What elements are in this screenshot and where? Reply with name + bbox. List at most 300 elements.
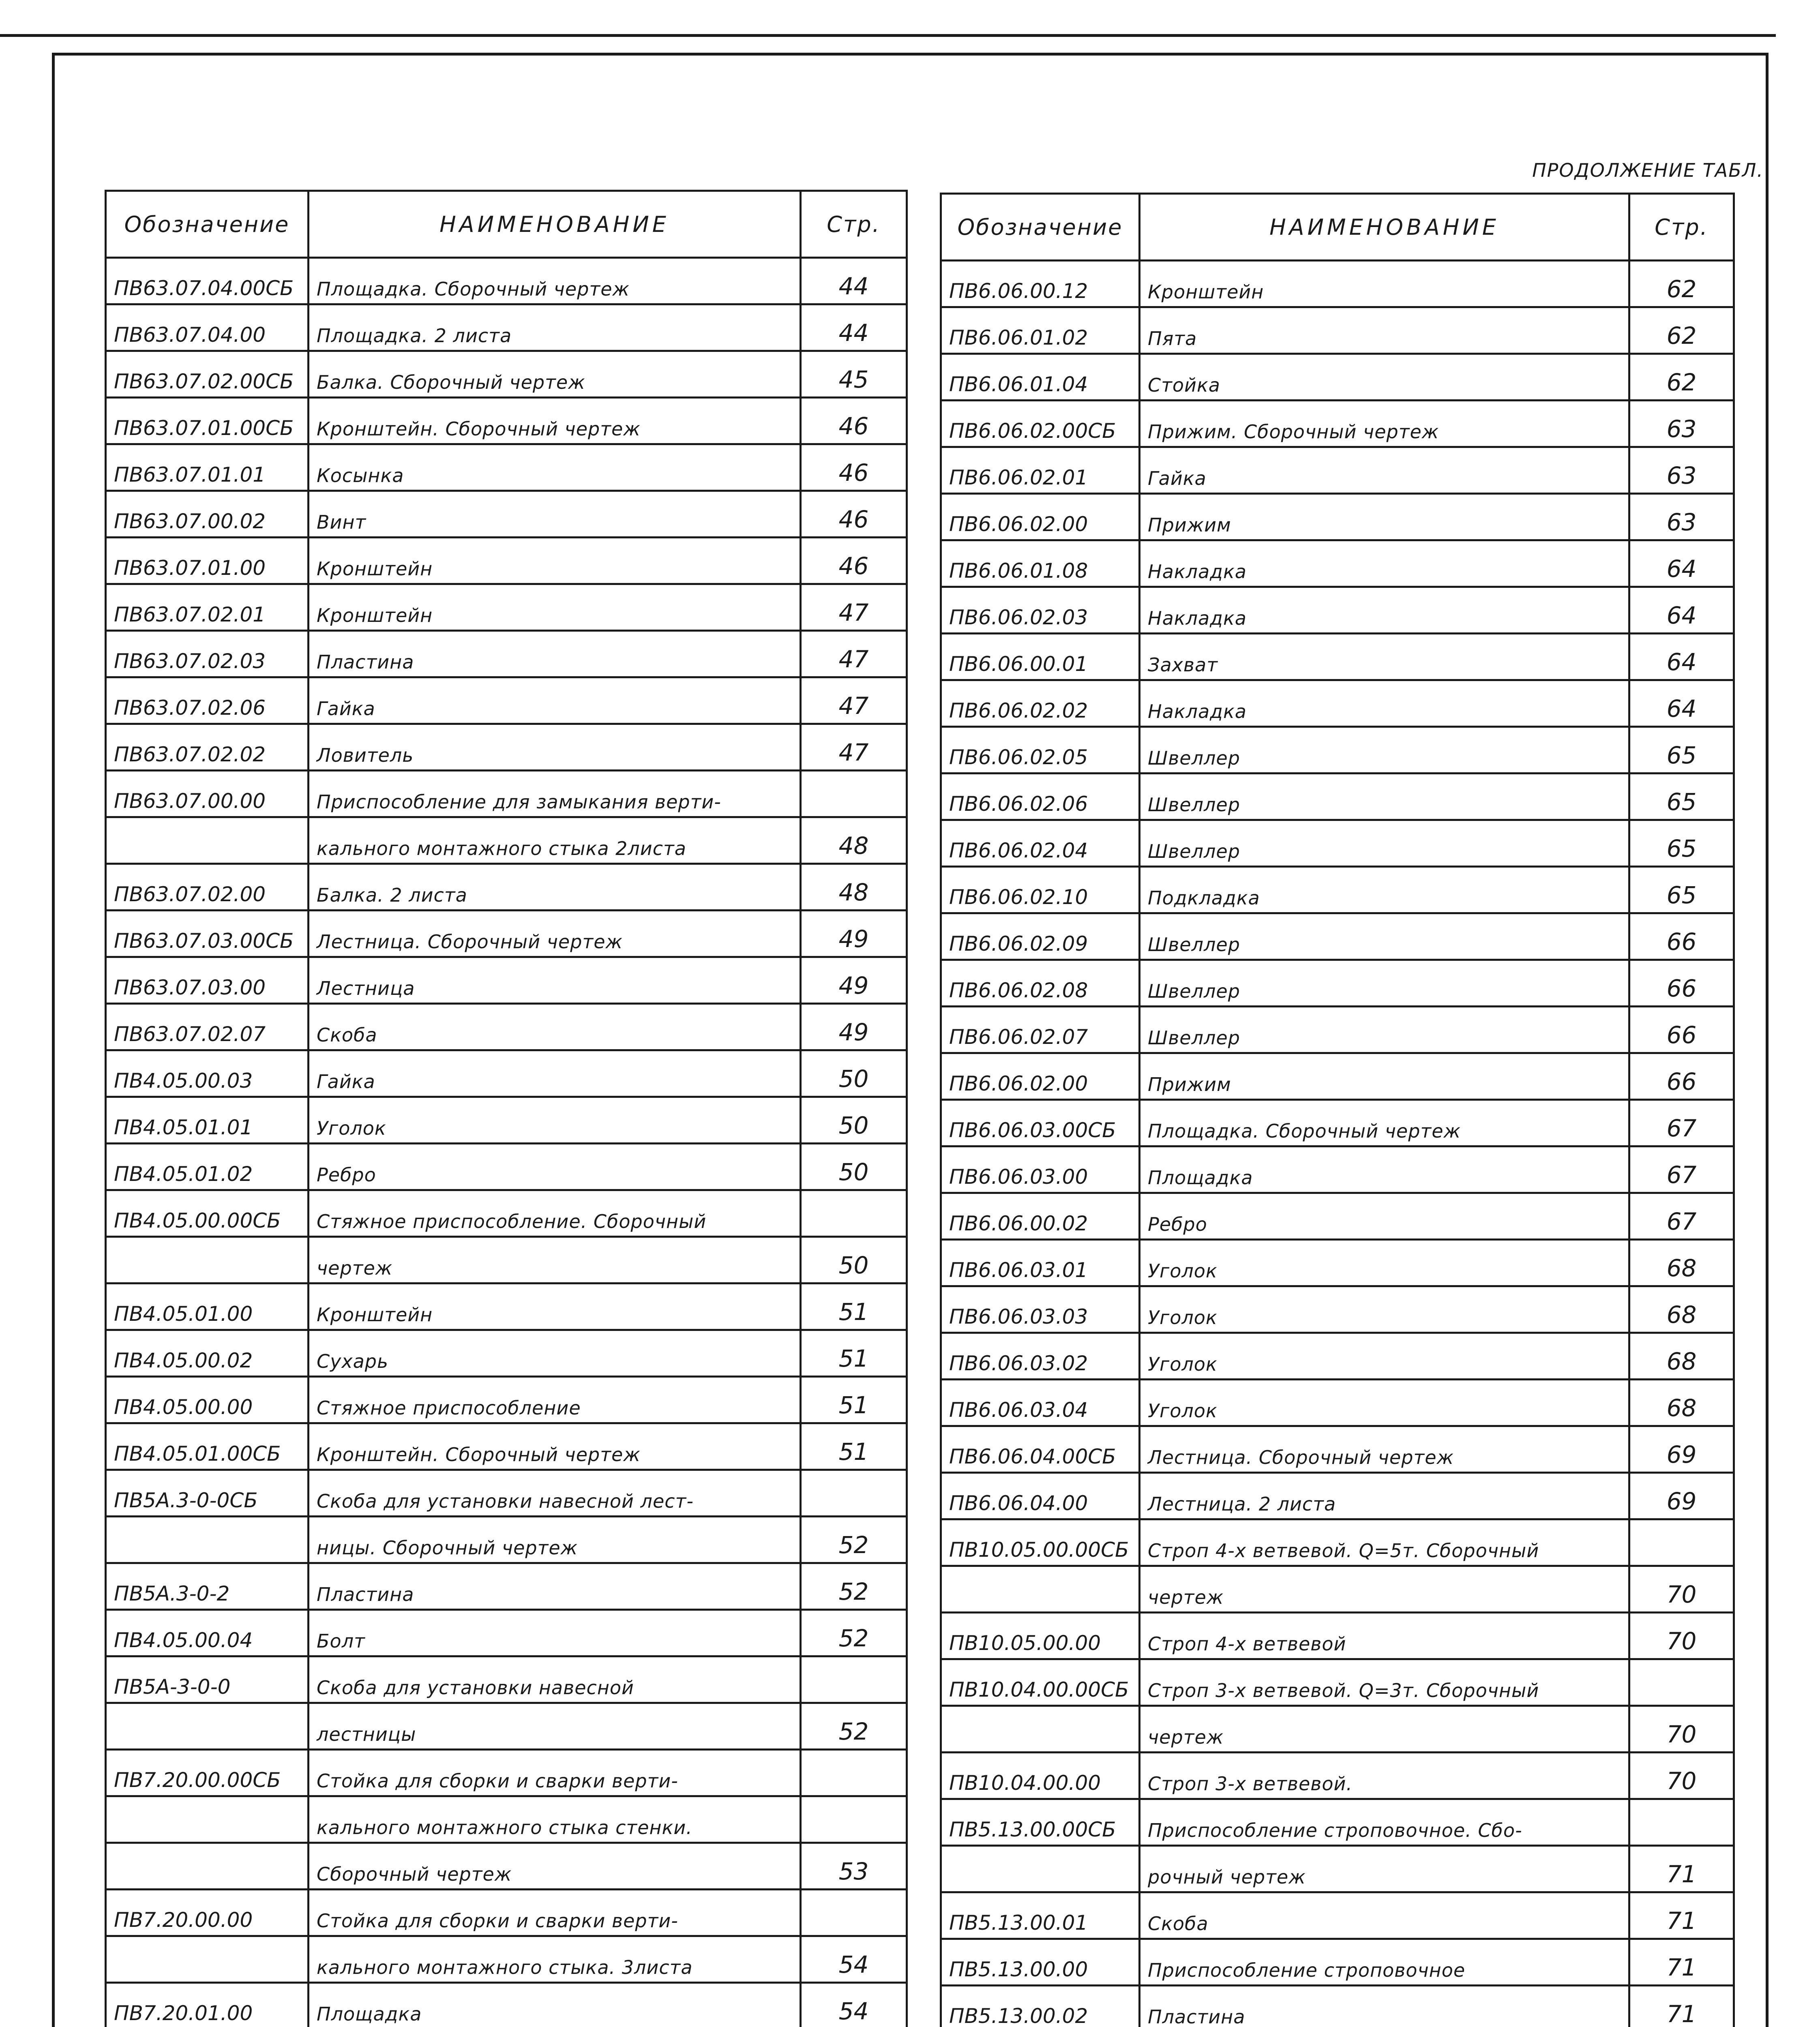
cell-page: 69: [1629, 1426, 1734, 1473]
cell-name: Гайка: [309, 677, 801, 724]
cell-name: Кронштейн. Сборочный чертеж: [309, 1423, 801, 1470]
cell-designation: ПВ63.07.03.00СБ: [106, 911, 309, 957]
table-row: [941, 1846, 1734, 1892]
table-row: [941, 1007, 1734, 1053]
cell-designation: [106, 817, 309, 864]
cell-page: 64: [1629, 587, 1734, 634]
cell-name: кального монтажного стыка 2листа: [309, 817, 801, 864]
table-row: [106, 1423, 907, 1470]
cell-name: Строп 4-х ветвевой: [1140, 1613, 1629, 1659]
cell-page: 68: [1629, 1333, 1734, 1380]
cell-designation: ПВ4.05.00.03: [106, 1050, 309, 1097]
table-row: [106, 1890, 907, 1936]
cell-designation: ПВ6.06.02.03: [941, 587, 1140, 634]
cell-name: Швеллер: [1140, 913, 1629, 960]
table-row: [941, 1053, 1734, 1100]
table-row: [941, 540, 1734, 587]
cell-designation: ПВ63.07.02.06: [106, 677, 309, 724]
cell-name: Уголок: [1140, 1380, 1629, 1426]
cell-designation: ПВ4.05.00.02: [106, 1330, 309, 1377]
table-row: [941, 1706, 1734, 1753]
cell-page: 46: [801, 398, 907, 444]
cell-designation: ПВ63.07.02.01: [106, 584, 309, 631]
cell-designation: ПВ5.13.00.00СБ: [941, 1799, 1140, 1846]
cell-designation: ПВ10.05.00.00СБ: [941, 1519, 1140, 1566]
cell-designation: ПВ4.05.01.01: [106, 1097, 309, 1144]
table-row: [106, 724, 907, 771]
left-register-table: [105, 190, 908, 2027]
cell-designation: ПВ6.06.03.02: [941, 1333, 1140, 1380]
cell-name: Кронштейн: [309, 584, 801, 631]
cell-page: 52: [801, 1703, 907, 1750]
cell-page: 49: [801, 1004, 907, 1050]
cell-designation: ПВ5А-3-0-0: [106, 1656, 309, 1703]
cell-name: Гайка: [1140, 447, 1629, 494]
cell-designation: [106, 1517, 309, 1563]
cell-designation: ПВ6.06.01.02: [941, 307, 1140, 354]
cell-page: 68: [1629, 1240, 1734, 1286]
cell-name: Пластина: [309, 631, 801, 677]
table-row: [941, 1100, 1734, 1146]
cell-name: Скоба: [1140, 1892, 1629, 1939]
table-row: [106, 957, 907, 1004]
cell-name: Строп 3-х ветвевой.: [1140, 1753, 1629, 1799]
cell-name: Приспособление строповочное: [1140, 1939, 1629, 1986]
cell-name: кального монтажного стыка. 3листа: [309, 1936, 801, 1983]
table-row: [106, 631, 907, 677]
cell-page: 44: [801, 304, 907, 351]
cell-page: 63: [1629, 447, 1734, 494]
cell-page: 49: [801, 957, 907, 1004]
cell-name: Захват: [1140, 634, 1629, 680]
table-header-row: [106, 191, 907, 258]
cell-name: Накладка: [1140, 540, 1629, 587]
cell-page: 62: [1629, 261, 1734, 307]
cell-name: Стяжное приспособление: [309, 1377, 801, 1423]
cell-designation: ПВ6.06.02.00СБ: [941, 401, 1140, 447]
cell-page: 44: [801, 258, 907, 304]
cell-name: Уголок: [1140, 1240, 1629, 1286]
cell-name: Кронштейн. Сборочный чертеж: [309, 398, 801, 444]
continuation-label: ПРОДОЛЖЕНИЕ ТАБЛ.: [1532, 159, 1764, 181]
cell-page: 47: [801, 677, 907, 724]
cell-page: 51: [801, 1423, 907, 1470]
cell-name: Болт: [309, 1610, 801, 1656]
cell-page: 50: [801, 1144, 907, 1190]
cell-name: Площадка: [1140, 1146, 1629, 1193]
cell-designation: ПВ6.06.00.01: [941, 634, 1140, 680]
cell-designation: ПВ63.07.01.00: [106, 538, 309, 584]
cell-page: 68: [1629, 1286, 1734, 1333]
table-row: [106, 1004, 907, 1050]
cell-page: 50: [801, 1097, 907, 1144]
table-row: [106, 1237, 907, 1283]
table-row: [941, 447, 1734, 494]
cell-name: Скоба для установки навесной: [309, 1656, 801, 1703]
cell-designation: ПВ10.05.00.00: [941, 1613, 1140, 1659]
cell-name: Стойка: [1140, 354, 1629, 401]
cell-designation: ПВ6.06.02.10: [941, 867, 1140, 913]
table-row: [941, 1799, 1734, 1846]
cell-name: Сухарь: [309, 1330, 801, 1377]
table-row: [106, 1936, 907, 1983]
cell-page: 65: [1629, 820, 1734, 867]
cell-name: Приспособление для замыкания верти-: [309, 771, 801, 817]
cell-name: Накладка: [1140, 680, 1629, 727]
cell-name: Балка. Сборочный чертеж: [309, 351, 801, 398]
cell-designation: ПВ63.07.01.00СБ: [106, 398, 309, 444]
cell-designation: ПВ6.06.03.03: [941, 1286, 1140, 1333]
cell-page: [1629, 1799, 1734, 1846]
cell-designation: ПВ4.05.01.02: [106, 1144, 309, 1190]
cell-name: Стяжное приспособление. Сборочный: [309, 1190, 801, 1237]
table-row: [941, 494, 1734, 540]
cell-designation: ПВ6.06.03.01: [941, 1240, 1140, 1286]
table-row: [106, 817, 907, 864]
cell-name: Лестница: [309, 957, 801, 1004]
cell-page: 70: [1629, 1706, 1734, 1753]
cell-name: Винт: [309, 491, 801, 538]
cell-designation: ПВ63.07.03.00: [106, 957, 309, 1004]
cell-name: Приспособление строповочное. Сбо-: [1140, 1799, 1629, 1846]
cell-designation: ПВ63.07.01.01: [106, 444, 309, 491]
table-row: [106, 1377, 907, 1423]
table-row: [106, 1330, 907, 1377]
cell-page: 52: [801, 1610, 907, 1656]
cell-page: 50: [801, 1237, 907, 1283]
table-row: [941, 401, 1734, 447]
cell-name: Строп 3-х ветвевой. Q=3т. Сборочный: [1140, 1659, 1629, 1706]
cell-page: [801, 1750, 907, 1796]
cell-designation: [106, 1796, 309, 1843]
column-header-name: НАИМЕНОВАНИЕ: [309, 191, 801, 258]
cell-designation: ПВ10.04.00.00СБ: [941, 1659, 1140, 1706]
table-row: [106, 1190, 907, 1237]
table-row: [941, 1892, 1734, 1939]
cell-page: 64: [1629, 540, 1734, 587]
table-row: [941, 820, 1734, 867]
table-row: [106, 444, 907, 491]
cell-page: 63: [1629, 401, 1734, 447]
cell-name: Уголок: [1140, 1286, 1629, 1333]
cell-page: 46: [801, 538, 907, 584]
cell-designation: ПВ7.20.01.00: [106, 1983, 309, 2027]
table-row: [941, 1753, 1734, 1799]
table-row: [106, 1983, 907, 2027]
cell-designation: ПВ6.06.03.04: [941, 1380, 1140, 1426]
cell-page: 51: [801, 1330, 907, 1377]
cell-page: 67: [1629, 1193, 1734, 1240]
cell-designation: ПВ6.06.04.00: [941, 1473, 1140, 1519]
cell-page: [801, 771, 907, 817]
cell-name: Ребро: [309, 1144, 801, 1190]
table-row: [106, 1610, 907, 1656]
cell-designation: ПВ6.06.01.04: [941, 354, 1140, 401]
cell-page: 54: [801, 1936, 907, 1983]
cell-designation: ПВ6.06.03.00: [941, 1146, 1140, 1193]
cell-name: Швеллер: [1140, 820, 1629, 867]
cell-name: Подкладка: [1140, 867, 1629, 913]
right-register-table: [940, 193, 1735, 2027]
cell-designation: ПВ6.06.02.06: [941, 774, 1140, 820]
cell-designation: ПВ5А.3-0-0СБ: [106, 1470, 309, 1517]
cell-name: Сборочный чертеж: [309, 1843, 801, 1890]
cell-designation: ПВ6.06.02.01: [941, 447, 1140, 494]
cell-page: 51: [801, 1283, 907, 1330]
cell-designation: ПВ6.06.02.07: [941, 1007, 1140, 1053]
cell-designation: ПВ6.06.02.00: [941, 1053, 1140, 1100]
cell-name: Стойка для сборки и сварки верти-: [309, 1750, 801, 1796]
cell-designation: ПВ7.20.00.00: [106, 1890, 309, 1936]
table-row: [106, 1750, 907, 1796]
cell-page: 71: [1629, 1986, 1734, 2027]
cell-name: Ребро: [1140, 1193, 1629, 1240]
top-rule: [0, 34, 1776, 37]
cell-page: 53: [801, 1843, 907, 1890]
table-row: [106, 1517, 907, 1563]
cell-name: Площадка: [309, 1983, 801, 2027]
cell-page: 65: [1629, 727, 1734, 774]
cell-page: 71: [1629, 1846, 1734, 1892]
cell-designation: ПВ63.07.02.03: [106, 631, 309, 677]
cell-designation: [106, 1703, 309, 1750]
table-row: [106, 1796, 907, 1843]
cell-page: 63: [1629, 494, 1734, 540]
cell-name: Скоба для установки навесной лест-: [309, 1470, 801, 1517]
cell-name: Пластина: [309, 1563, 801, 1610]
column-header-page: Стр.: [801, 191, 907, 258]
cell-designation: ПВ4.05.01.00: [106, 1283, 309, 1330]
table-row: [941, 1613, 1734, 1659]
cell-page: 51: [801, 1377, 907, 1423]
cell-name: Площадка. 2 листа: [309, 304, 801, 351]
table-row: [106, 258, 907, 304]
table-row: [106, 1097, 907, 1144]
cell-designation: ПВ6.06.02.02: [941, 680, 1140, 727]
cell-designation: ПВ4.05.01.00СБ: [106, 1423, 309, 1470]
cell-name: чертеж: [1140, 1706, 1629, 1753]
table-row: [941, 1986, 1734, 2027]
cell-page: [801, 1656, 907, 1703]
cell-designation: ПВ63.07.02.07: [106, 1004, 309, 1050]
cell-name: Косынка: [309, 444, 801, 491]
table-row: [106, 584, 907, 631]
cell-name: Швеллер: [1140, 727, 1629, 774]
column-header-code: Обозначение: [106, 191, 309, 258]
cell-name: Строп 4-х ветвевой. Q=5т. Сборочный: [1140, 1519, 1629, 1566]
table-row: [941, 587, 1734, 634]
cell-page: 47: [801, 584, 907, 631]
cell-page: [1629, 1659, 1734, 1706]
cell-page: 46: [801, 491, 907, 538]
cell-page: [801, 1890, 907, 1936]
cell-page: 52: [801, 1563, 907, 1610]
table-row: [106, 1050, 907, 1097]
table-row: [106, 677, 907, 724]
column-header-name: НАИМЕНОВАНИЕ: [1140, 194, 1629, 261]
cell-page: 48: [801, 817, 907, 864]
cell-page: 66: [1629, 960, 1734, 1007]
column-header-page: Стр.: [1629, 194, 1734, 261]
cell-page: 70: [1629, 1753, 1734, 1799]
table-row: [106, 1470, 907, 1517]
cell-designation: ПВ10.04.00.00: [941, 1753, 1140, 1799]
table-row: [941, 1519, 1734, 1566]
cell-name: Уголок: [1140, 1333, 1629, 1380]
table-row: [941, 680, 1734, 727]
cell-name: Лестница. Сборочный чертеж: [1140, 1426, 1629, 1473]
cell-designation: ПВ4.05.00.00СБ: [106, 1190, 309, 1237]
cell-designation: [106, 1843, 309, 1890]
cell-page: 65: [1629, 774, 1734, 820]
table-row: [106, 1144, 907, 1190]
cell-designation: ПВ63.07.02.00: [106, 864, 309, 911]
cell-page: 46: [801, 444, 907, 491]
table-row: [106, 351, 907, 398]
table-row: [941, 1286, 1734, 1333]
cell-page: 54: [801, 1983, 907, 2027]
table-row: [941, 727, 1734, 774]
cell-name: Кронштейн: [1140, 261, 1629, 307]
cell-designation: [941, 1846, 1140, 1892]
cell-page: 47: [801, 724, 907, 771]
cell-page: 69: [1629, 1473, 1734, 1519]
cell-designation: ПВ63.07.04.00СБ: [106, 258, 309, 304]
table-row: [106, 1703, 907, 1750]
cell-page: [801, 1796, 907, 1843]
cell-designation: [106, 1237, 309, 1283]
table-row: [941, 261, 1734, 307]
table-row: [941, 1333, 1734, 1380]
table-row: [941, 1240, 1734, 1286]
cell-name: Пластина: [1140, 1986, 1629, 2027]
table-row: [106, 491, 907, 538]
cell-designation: ПВ63.07.04.00: [106, 304, 309, 351]
table-row: [106, 1656, 907, 1703]
cell-page: 70: [1629, 1613, 1734, 1659]
cell-name: лестницы: [309, 1703, 801, 1750]
cell-name: Лестница. 2 листа: [1140, 1473, 1629, 1519]
cell-designation: ПВ63.07.00.00: [106, 771, 309, 817]
table-row: [941, 867, 1734, 913]
table-row: [941, 1566, 1734, 1613]
cell-designation: ПВ5А.3-0-2: [106, 1563, 309, 1610]
cell-name: Швеллер: [1140, 774, 1629, 820]
cell-page: 65: [1629, 867, 1734, 913]
cell-page: 68: [1629, 1380, 1734, 1426]
cell-name: чертеж: [1140, 1566, 1629, 1613]
cell-designation: ПВ4.05.00.04: [106, 1610, 309, 1656]
table-row: [106, 911, 907, 957]
cell-designation: ПВ6.06.02.04: [941, 820, 1140, 867]
table-row: [941, 1193, 1734, 1240]
table-row: [106, 398, 907, 444]
cell-designation: ПВ5.13.00.01: [941, 1892, 1140, 1939]
cell-name: Лестница. Сборочный чертеж: [309, 911, 801, 957]
table-row: [106, 1843, 907, 1890]
cell-page: 67: [1629, 1146, 1734, 1193]
cell-page: 47: [801, 631, 907, 677]
cell-name: Накладка: [1140, 587, 1629, 634]
cell-designation: ПВ63.07.00.02: [106, 491, 309, 538]
table-row: [941, 1426, 1734, 1473]
table-row: [941, 1473, 1734, 1519]
cell-page: 50: [801, 1050, 907, 1097]
table-header-row: [941, 194, 1734, 261]
table-row: [106, 864, 907, 911]
cell-page: 67: [1629, 1100, 1734, 1146]
cell-designation: ПВ6.06.03.00СБ: [941, 1100, 1140, 1146]
cell-designation: ПВ6.06.01.08: [941, 540, 1140, 587]
cell-name: чертеж: [309, 1237, 801, 1283]
cell-designation: ПВ6.06.02.08: [941, 960, 1140, 1007]
cell-page: 70: [1629, 1566, 1734, 1613]
cell-designation: ПВ6.06.00.12: [941, 261, 1140, 307]
column-header-code: Обозначение: [941, 194, 1140, 261]
cell-designation: ПВ6.06.02.00: [941, 494, 1140, 540]
cell-name: Кронштейн: [309, 538, 801, 584]
cell-designation: ПВ6.06.04.00СБ: [941, 1426, 1140, 1473]
cell-page: [801, 1190, 907, 1237]
cell-designation: ПВ6.06.02.05: [941, 727, 1140, 774]
table-row: [941, 1939, 1734, 1986]
cell-page: 45: [801, 351, 907, 398]
cell-page: [801, 1470, 907, 1517]
cell-page: 66: [1629, 913, 1734, 960]
table-row: [106, 304, 907, 351]
cell-page: 52: [801, 1517, 907, 1563]
table-row: [941, 307, 1734, 354]
cell-page: 62: [1629, 307, 1734, 354]
cell-name: Кронштейн: [309, 1283, 801, 1330]
cell-page: 71: [1629, 1939, 1734, 1986]
cell-page: 64: [1629, 634, 1734, 680]
cell-name: Стойка для сборки и сварки верти-: [309, 1890, 801, 1936]
table-row: [941, 1380, 1734, 1426]
cell-designation: ПВ6.06.02.09: [941, 913, 1140, 960]
cell-designation: [941, 1566, 1140, 1613]
cell-name: Площадка. Сборочный чертеж: [1140, 1100, 1629, 1146]
cell-designation: ПВ5.13.00.02: [941, 1986, 1140, 2027]
table-row: [941, 354, 1734, 401]
cell-name: Швеллер: [1140, 1007, 1629, 1053]
cell-designation: ПВ4.05.00.00: [106, 1377, 309, 1423]
cell-page: 66: [1629, 1007, 1734, 1053]
cell-name: ницы. Сборочный чертеж: [309, 1517, 801, 1563]
cell-designation: [941, 1706, 1140, 1753]
cell-name: Прижим. Сборочный чертеж: [1140, 401, 1629, 447]
table-row: [941, 960, 1734, 1007]
cell-designation: ПВ63.07.02.00СБ: [106, 351, 309, 398]
cell-designation: ПВ6.06.00.02: [941, 1193, 1140, 1240]
cell-name: Прижим: [1140, 1053, 1629, 1100]
cell-page: 66: [1629, 1053, 1734, 1100]
cell-page: 62: [1629, 354, 1734, 401]
cell-name: Площадка. Сборочный чертеж: [309, 258, 801, 304]
cell-page: [1629, 1519, 1734, 1566]
cell-name: Ловитель: [309, 724, 801, 771]
table-row: [106, 771, 907, 817]
table-row: [941, 634, 1734, 680]
cell-name: Пята: [1140, 307, 1629, 354]
cell-designation: [106, 1936, 309, 1983]
cell-name: Гайка: [309, 1050, 801, 1097]
table-row: [106, 1283, 907, 1330]
cell-page: 64: [1629, 680, 1734, 727]
cell-name: кального монтажного стыка стенки.: [309, 1796, 801, 1843]
cell-designation: ПВ5.13.00.00: [941, 1939, 1140, 1986]
cell-page: 71: [1629, 1892, 1734, 1939]
